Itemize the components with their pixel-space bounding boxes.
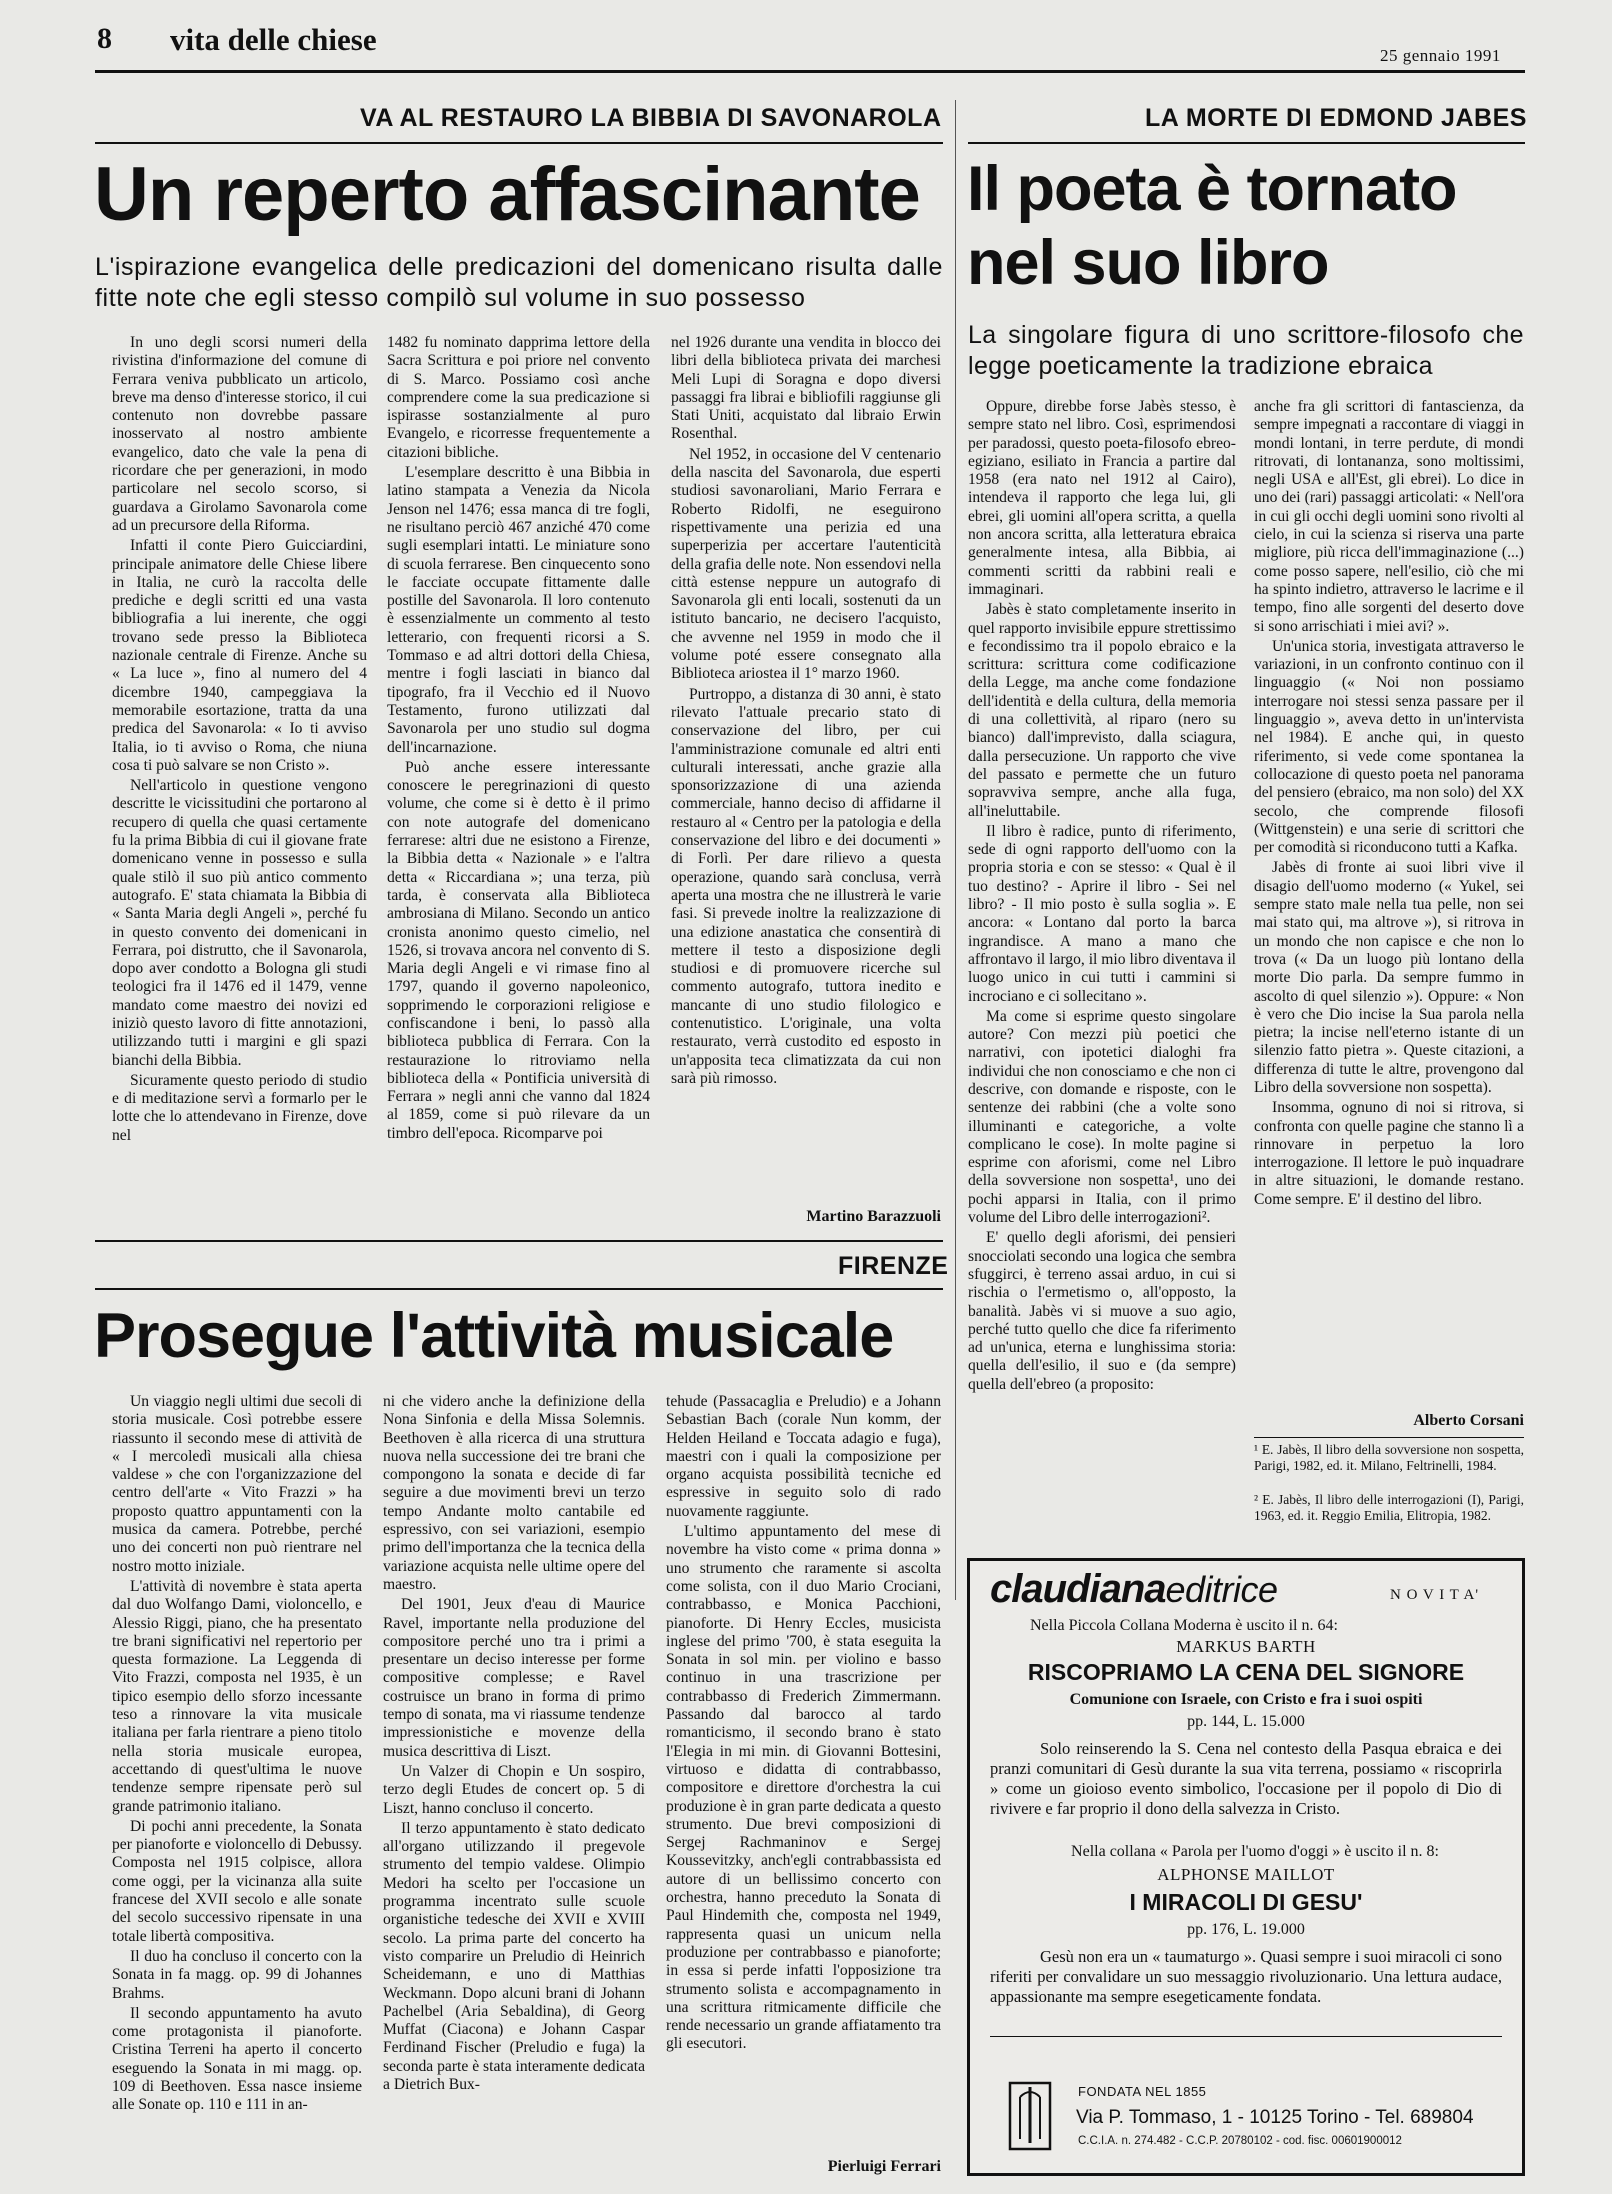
article2-paragraph: Oppure, direbbe forse Jabès stesso, è sempre stato nel libro. Così, esprimendosi per paradossi, questo poeta-filosofo ebreo-egiziano, esiliato in Francia a partire dal 1958 (era nato nel 1912 al Cairo), intendeva il rapporto che lega lui, gli ebrei, gli uomini all'opera scritta, a quella non ancora scritta, alla letteratura ebraica generalmente intesa, alla Bibbia, ai commenti scritti da rabbini reali e immaginari. <box>968 398 1236 598</box>
article1-subheadline: L'ispirazione evangelica delle predicazioni del domenicano risulta dalle fitte note che egli stesso compilò sul volume in suo possesso <box>95 253 943 312</box>
article2-paragraph: Un'unica storia, investigata attraverso le variazioni, in un confronto continuo con il linguaggio (« Noi non possiamo interrogare noi stessi senza passare per il linguaggio », aveva detto in un'intervista nel 1984). E anche qui, in questo riferimento, si vede come spontanea la collocazione di questo poeta nel panorama del pensiero (ebraico, ma non solo) del XX secolo, che comprende filosofi (Wittgenstein) e una serie di scrittori che per comodità si riconducono tutti a Kafka. <box>1254 637 1524 857</box>
ad-description-1: Solo reinserendo la S. Cena nel contesto della Pasqua ebraica e dei pranzi comunitari di Gesù durante la sua vita terrena, possiamo « riscoprirla » come un gioioso evento simbolico, l'occasione per il popolo di Dio di rivivere e far proprio il dono della salvezza in Cristo. <box>990 1739 1502 1818</box>
article2-notes-rule <box>1254 1437 1524 1438</box>
article1-paragraph: Nel 1952, in occasione del V centenario della nascita del Savonarola, due esperti studiosi savonaroliani, Mario Ferrara e Roberto Ridolfi, ne eseguirono rispettivamente una perizia ed una superperizia per accertare l'autenticità della grafia delle note. Non essendovi nella città estense neppure un autografo di Savonarola gli enti locali, sostenuti da un istituto bancario, ne decisero l'acquisto, che avvenne nel 1959 in modo che il volume poté essere consegnato alla Biblioteca ariostea il 1° marzo 1960. <box>671 445 941 683</box>
article3-column-2 <box>383 1393 645 2183</box>
article1-paragraph: Purtroppo, a distanza di 30 anni, è stato rilevato l'attuale precario stato di conservazione del libro, per cui l'amministrazione comunale ed altri enti culturali interessati, anche grazie alla sponsorizzazione di una azienda commerciale, hanno deciso di affidarne il restauro al « Centro per la patologia e della conservazione del libro e dei documenti » di Forlì. Per dare rilievo a questa operazione, quando sarà conclusa, verrà aperta una mostra che ne illustrerà le varie fasi. Si prevede inoltre la realizzazione di una edizione anastatica che consentirà di mettere il testo a disposizione degli studiosi e di promuovere ricerche sul commento autografo, tuttora inedito e mancante di uno studio filologico e contenutistico. L'originale, una volta restaurato, verrà custodito ed esposto in un'apposita teca climatizzata da cui non sarà più rimosso. <box>671 685 941 1087</box>
column-separator <box>955 100 956 1600</box>
article3-kicker-rule <box>95 1288 943 1290</box>
ad-author-2: ALPHONSE MAILLOT <box>1157 1865 1335 1884</box>
article1-paragraph: Infatti il conte Piero Guicciardini, principale animatore delle Chiese libere in Italia, ne curò la raccolta delle prediche e degli scritti ed una vasta bibliografia a lui inerente, che oggi trovano sede presso la Biblioteca nazionale centrale di Firenze. Anche su « La luce », fino al numero del 4 dicembre 1940, campeggiava la memorabile esortazione, tratta da una predica del Savonarola: « Io ti avviso Italia, io ti avviso o Roma, che niuna cosa ti può salvare se non Cristo ». <box>112 537 367 774</box>
claudiana-logo <box>990 1567 1278 1612</box>
article2-note-2: ² E. Jabès, Il libro delle interrogazioni (I), Parigi, 1963, ed. it. Reggio Emilia, Elitropia, 1982. <box>1254 1492 1524 1523</box>
ad-founded: FONDATA NEL 1855 <box>1078 2084 1207 2099</box>
ad-description-2: Gesù non era un « taumaturgo ». Quasi sempre i suoi miracoli ci sono riferiti per convalidare un suo messaggio rivoluzionario. Una lettura audace, appassionante ma sempre esegeticamente fondata. <box>990 1947 1502 2006</box>
article3-column-3 <box>666 1393 941 2153</box>
article3-paragraph: Un viaggio negli ultimi due secoli di storia musicale. Così potrebbe essere riassunto il secondo mese di attività de « I mercoledì musicali alla chiesa valdese » che con l'organizzazione del centro dell'arte « Vito Frazzi » ha proposto quattro appuntamenti con la musica da camera. Potrebbe, perché uno dei concerti non può rientrare nel nostro motto iniziale. <box>112 1393 362 1575</box>
ad-author-1: MARKUS BARTH <box>1176 1637 1316 1656</box>
article3-paragraph: Il duo ha concluso il concerto con la Sonata in fa magg. op. 99 di Johannes Brahms. <box>112 1947 362 2002</box>
article1-paragraph: 1482 fu nominato dapprima lettore della Sacra Scrittura e poi priore nel convento di S. Marco. Possiamo così anche comprendere come la sua predicazione si ispirasse sostanzialmente al puro Evangelo, e ricorresse frequentemente a citazioni bibliche. <box>387 334 650 461</box>
ad-novita: N O V I T A' <box>1390 1587 1480 1603</box>
article2-paragraph: Ma come si esprime questo singolare autore? Con mezzi più poetici che narrativi, con ipotetici dialoghi fra individui che non conosciamo e che non ci descrive, con domande e risposte, con le sentenze dei rabbini (che a volte sono illuminanti e categoriche, a volte complicano le cose). In molte pagine si esprime con aforismi, come nel Libro della sovversione non sospetta¹, uno dei pochi apparsi in Italia, con il primo volume del Libro delle interrogazioni². <box>968 1007 1236 1227</box>
article3-paragraph: L'ultimo appuntamento del mese di novembre ha visto come « prima donna » uno strumento che raramente si ascolta come solista, con il duo Mario Crociani, contrabbasso, e Monica Pacchioni, pianoforte. Di Henry Eccles, musicista inglese del primo '700, è stata eseguita la Sonata in sol min. per violino e basso continuo in una trascrizione per contrabbasso di Frederich Zimmermann. Passando dal barocco al tardo romanticismo, il secondo brano è stato l'Elegia in mi min. di Giovanni Bottesini, virtuoso e didatta di contrabbasso, compositore e direttore d'orchestra la cui produzione è in gran parte dedicata a questo strumento. Due brevi composizioni di Sergej Rachmaninov e Sergej Koussevitzky, anch'egli contrabbassista ed autore di un bellissimo concerto con orchestra, hanno preceduto la Sonata di Paul Hindemith che, composta nel 1949, rappresenta quasi un unicum nella produzione per contrabbasso e pianoforte; in essa si perde infatti l'opposizione tra strumento solista e accompagnamento in una scrittura ritmicamente difficile che rende necessario un grande affiatamento tra gli esecutori. <box>666 1523 941 2053</box>
article1-paragraph: Sicuramente questo periodo di studio e di meditazione servì a formarlo per le lotte che lo attendevano in Firenze, dove nel <box>112 1071 367 1144</box>
ad-intro-2: Nella collana « Parola per l'uomo d'oggi » è uscito il n. 8: <box>1071 1843 1439 1860</box>
article1-kicker-rule <box>95 142 943 144</box>
article1-paragraph: In uno degli scorsi numeri della rivistina d'informazione del comune di Ferrara veniva pubblicato un articolo, breve ma denso d'interesse storico, il cui contenuto non dovrebbe passare inosservato al nostro ambiente evangelico, dato che vale la pena di ricordare che per generazioni, in modo particolare nel secolo scorso, si guardava a Girolamo Savonarola come ad un precursore della Riforma. <box>112 334 367 534</box>
article2-kicker-rule <box>968 142 1525 144</box>
article2-headline-line1: Il poeta è tornato <box>967 154 1457 224</box>
lamp-emblem-icon <box>1008 2081 1052 2151</box>
ad-fiscal: C.C.I.A. n. 274.482 - C.C.P. 20780102 - cod. fisc. 00601900012 <box>1078 2135 1402 2147</box>
article1-column-3 <box>671 334 941 1200</box>
article2-paragraph: Jabès di fronte ai suoi libri vive il disagio dell'uomo moderno (« Yukel, sei sempre stato male nella tua pelle, non sei mai stato qui, ma altrove »), si ritrova in un mondo che non capisce e che non lo trova (« Da un luogo più lontano della morte Dio parla. Da sempre fummo in ascolto di quel silenzio »). Oppure: « Non è vero che Dio incise la Sua parola nella pietra; la incise nell'eterno istante di un silenzio fatto pietra ». Queste citazioni, a differenza di tutte le altre, provengono dal Libro della sovversione non sospetta). <box>1254 859 1524 1096</box>
article3-paragraph: tehude (Passacaglia e Preludio) e a Johann Sebastian Bach (corale Nun komm, der Helden Heiland e Toccata adagio e fuga), maestri con i quali la composizione per organo acquista possibilità tecniche ed espressive in seguito solo di rado nuovamente raggiunte. <box>666 1393 941 1520</box>
masthead-rule <box>95 70 1525 73</box>
article2-paragraph: Insomma, ognuno di noi si ritrova, si confronta con quelle pagine che stanno lì a rinnovare in perpetuo la loro interrogazione. Il lettore le può inquadrare in altre situazioni, le domande restano. Come sempre. E' il destino del libro. <box>1254 1099 1524 1208</box>
ad-intro-1: Nella Piccola Collana Moderna è uscito il n. 64: <box>1030 1617 1338 1634</box>
article3-kicker: FIRENZE <box>838 1252 949 1280</box>
article1-headline: Un reperto affascinante <box>94 152 920 237</box>
page-number: 8 <box>97 22 112 55</box>
claudiana-advertisement <box>967 1558 1525 2176</box>
article3-column-1 <box>112 1393 362 2183</box>
article2-column-2 <box>1254 398 1524 1406</box>
ad-title-2: I MIRACOLI DI GESU' <box>1129 1889 1363 1915</box>
article1-column-2 <box>387 334 650 1234</box>
section-title: vita delle chiese <box>170 22 377 57</box>
claudiana-brand-bold: claudiana <box>990 1567 1166 1611</box>
article3-paragraph: L'attività di novembre è stata aperta dal duo Wolfango Dami, violoncello, e Alessio Riggi, piano, che ha presentato tre brani significativi nel repertorio per questa formazione. La Leggenda di Vito Frazzi, composta nel 1935, è un tipico esempio dello sforzo incessante teso a rinnovare la vita musicale italiana per farla rientrare a pieno titolo nella storia musicale europea, accettando di quest'ultima le nuove tendenze sempre ripensate però sul grande patrimonio italiano. <box>112 1577 362 1815</box>
ad-price-2: pp. 176, L. 19.000 <box>1187 1921 1305 1938</box>
article3-byline: Pierluigi Ferrari <box>827 2158 941 2175</box>
ad-price-1: pp. 144, L. 15.000 <box>1187 1713 1305 1730</box>
article3-paragraph: Il terzo appuntamento è stato dedicato all'organo utilizzando il pregevole strumento del tempio valdese. Olimpio Medori ha scelto per l'occasione un programma incentrato sulle scuole organistiche tedesche dei XVII e XVIII secolo. La prima parte del concerto ha visto comparire un Preludio di Heinrich Scheidemann, e uno di Matthias Weckmann. Dopo alcuni brani di Johann Pachelbel (Aria Sebaldina), di Georg Muffat (Ciacona) e Johann Caspar Ferdinand Fischer (Preludio e fuga) la seconda parte è stata interamente dedicata a Dietrich Bux- <box>383 1819 645 2093</box>
article1-column-1 <box>112 334 367 1234</box>
article2-paragraph: Il libro è radice, punto di riferimento, sede di ogni rapporto dell'uomo con la propria storia e con se stesso: « Qual è il tuo destino? - Aprire il libro - Sei nel libro? - Il mio posto è sulla soglia ». E ancora: « Lontano dal porto la barca ingrandisce. A mano a mano che affrontavo il largo, il mio libro diventava il luogo unico in cui tutti i cammini si incrociano e ci sollecitano ». <box>968 822 1236 1005</box>
article3-paragraph: Un Valzer di Chopin e Un sospiro, terzo degli Etudes de concert op. 5 di Liszt, hanno concluso il concerto. <box>383 1762 645 1817</box>
article1-bottom-rule <box>95 1240 943 1242</box>
article2-note-1: ¹ E. Jabès, Il libro della sovversione non sospetta, Parigi, 1982, ed. it. Milano, Feltrinelli, 1984. <box>1254 1442 1524 1473</box>
article1-paragraph: Nell'articolo in questione vengono descritte le vicissitudini che portarono al recupero di quella che quasi certamente fu la prima Bibbia di cui il giovane frate domenicano venne in possesso e sulla quale stilò il suo più antico commento autografo. E' stata chiamata la Bibbia di « Santa Maria degli Angeli », perché fu in questo convento dei domenicani in Ferrara, poi distrutto, che il Savonarola, dopo aver condotto a Bologna gli studi teologici fra il 1476 ed il 1479, venne mandato come maestro dei novizi ed iniziò questo lavoro di fitte annotazioni, utilizzando tutti i margini e gli spazi bianchi della Bibbia. <box>112 777 367 1069</box>
article3-paragraph: Del 1901, Jeux d'eau di Maurice Ravel, importante nella produzione del compositore perché uno tra i primi a presentare un deciso interesse per forme compositive complesse; e Ravel costruisce un brano in forma di primo tempo di sonata, ma vi riassume tendenze impressionistiche e movenze della musica descrittiva di Liszt. <box>383 1596 645 1760</box>
article3-headline: Prosegue l'attività musicale <box>94 1301 894 1371</box>
article2-subheadline: La singolare figura di uno scrittore-filosofo che legge poeticamente la tradizione ebraica <box>968 321 1524 380</box>
claudiana-brand-light: editrice <box>1165 1569 1278 1610</box>
ad-title-1: RISCOPRIAMO LA CENA DEL SIGNORE <box>1027 1659 1465 1685</box>
article2-byline: Alberto Corsani <box>1413 1412 1524 1429</box>
article1-byline: Martino Barazzuoli <box>806 1208 941 1225</box>
ad-address: Via P. Tommaso, 1 - 10125 Torino - Tel. 689804 <box>1076 2107 1474 2128</box>
article3-paragraph: Il secondo appuntamento ha avuto come protagonista il pianoforte. Cristina Terreni ha aperto il concerto eseguendo la Sonata in mi magg. op. 109 di Beethoven. Essa nasce insieme alle Sonate op. 110 e 111 in an- <box>112 2004 362 2114</box>
article1-kicker: VA AL RESTAURO LA BIBBIA DI SAVONAROLA <box>360 104 942 132</box>
article2-paragraph: E' quello degli aforismi, dei pensieri snocciolati secondo una logica che sembra sfuggirci, è terreno assai arduo, in cui si rischia o l'ermetismo o, all'opposto, la banalità. Jabès vi si muove a suo agio, perché tutto quello che dice fa riferimento ad un'unica, eterna e lunghissima storia: quella dell'esilio, il suo e (da sempre) quella dell'ebreo (a proposito: <box>968 1229 1236 1393</box>
article2-column-1 <box>968 398 1236 1538</box>
article2-headline-line2: nel suo libro <box>967 228 1329 298</box>
ad-subtitle-1: Comunione con Israele, con Cristo e fra i suoi ospiti <box>1069 1691 1423 1708</box>
article3-paragraph: ni che videro anche la definizione della Nona Sinfonia e della Missa Solemnis. Beethoven è alla ricerca di una struttura nuova nella successione dei tre brani che compongono la sonata e decide di far seguire a due movimenti brevi un terzo tempo Andante molto cantabile ed espressivo, con sei variazioni, esempio primo dell'importanza che la tecnica della variazione acquista nelle ultime opere del maestro. <box>383 1393 645 1593</box>
article3-paragraph: Di pochi anni precedente, la Sonata per pianoforte e violoncello di Debussy. Composta nel 1915 colpisce, allora come oggi, per la vicinanza alla suite francese del XVII secolo e alle sonate del secolo successivo ripensate in una totale libertà compositiva. <box>112 1817 362 1945</box>
claudiana-emblem <box>1008 2081 1052 2151</box>
issue-date: 25 gennaio 1991 <box>1380 46 1501 65</box>
article1-paragraph: Può anche essere interessante conoscere le peregrinazioni di questo volume, che come si è detto è il primo con note autografe del domenicano ferrarese: altri due ne esistono a Firenze, la Bibbia detta « Nazionale » e l'altra detta « Riccardiana »; una terza, più tarda, è conservata alla Biblioteca ambrosiana di Milano. Secondo un antico cronista anonimo questo cimelio, nel 1526, si trovava ancora nel convento di S. Maria degli Angeli e vi rimase fino al 1797, quando il governo napoleonico, sopprimendo le corporazioni religiose e confiscandone i beni, lo passò alla biblioteca pubblica di Ferrara. Con la restaurazione lo ritroviamo nella biblioteca della « Pontificia università di Ferrara » negli anni che vanno dal 1824 al 1859, come si può rilevare da un timbro dell'epoca. Ricomparve poi <box>387 758 650 1142</box>
article1-paragraph: L'esemplare descritto è una Bibbia in latino stampata a Venezia da Nicola Jenson nel 1476; essa manca di tre fogli, ne risultano perciò 467 anziché 470 come sugli esemplari intatti. Le miniature sono di scuola ferrarese. Ben cinquecento sono le facciate occupate fittamente dalle postille del Savonarola. Il loro contenuto è essenzialmente un commento al testo letterario, con frequenti ricorsi a S. Tommaso e ad altri dottori della Chiesa, mentre i fogli lasciati in bianco dal tipografo, fra il Vecchio ed il Nuovo Testamento, furono utilizzati dal Savonarola per uno studio sul dogma dell'incarnazione. <box>387 464 650 756</box>
article1-paragraph: nel 1926 durante una vendita in blocco dei libri della biblioteca privata dei marchesi Meli Lupi di Soragna e dopo diversi passaggi fra librai e bibliofili raggiunse gli Stati Uniti, acquistato dal libraio Erwin Rosenthal. <box>671 334 941 443</box>
article2-paragraph: Jabès è stato completamente inserito in quel rapporto invisibile eppure strettissimo e fecondissimo tra il popolo ebraico e la scrittura: scrittura come codificazione della Legge, ma anche come fondazione dell'identità e della cultura, della memoria di una collettività, al riparo (nero su bianco) dall'imprevisto, dalla sciagura, dalla persecuzione. Un rapporto che vive del passato e permette che un futuro sopravviva sempre, anche alla fuga, all'ineluttabile. <box>968 601 1236 820</box>
ad-footer-rule <box>990 2036 1502 2037</box>
article2-paragraph: anche fra gli scrittori di fantascienza, da sempre impegnati a raccontare di viaggi in mondi lontani, in terre perdute, di mondi ritrovati, di lontananza, sono moltissimi, negli USA e all'Est, gli ebrei). Lo dice in uno dei (rari) passaggi articolati: « Nell'ora in cui gli occhi degli uomini sono rivolti al cielo, in cui la scienza si riserva una parte migliore, più ricca dell'immaginazione (...) come posso sapere, nell'esilio, ciò che mi ha spinto indietro, attraverso le lacrime e il tempo, fino alle sorgenti del deserto dove si sono arrischiati i miei avi? ». <box>1254 398 1524 635</box>
article2-kicker: LA MORTE DI EDMOND JABES <box>1145 104 1527 132</box>
